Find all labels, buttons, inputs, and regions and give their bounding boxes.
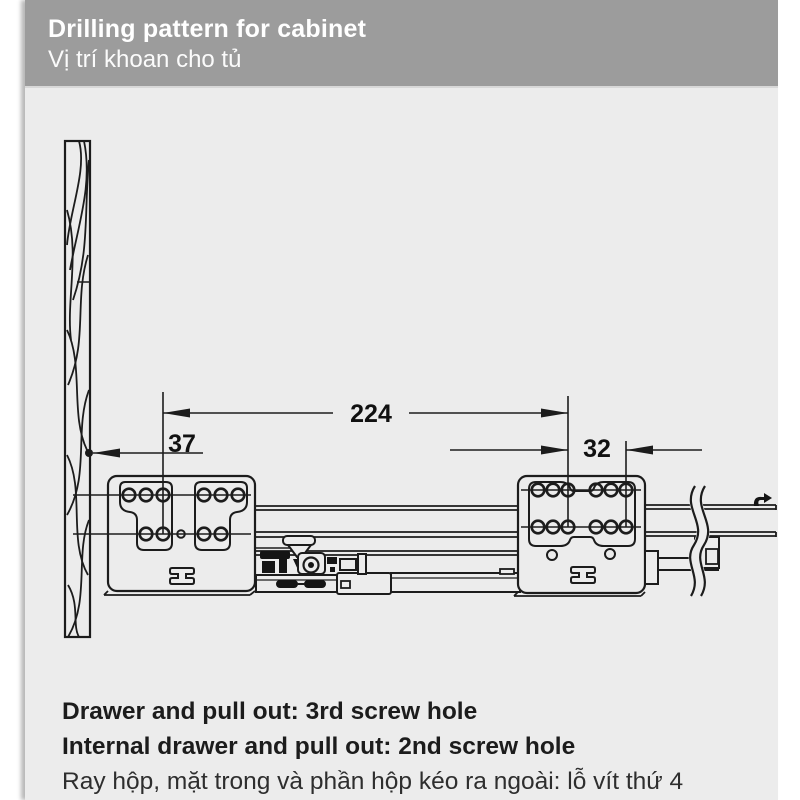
page-title: Drilling pattern for cabinet [48,15,367,43]
legend-line-vi: Ray hộp, mặt trong và phần hộp kéo ra ngoài: lỗ vít thứ 4 [62,768,684,795]
cabinet-side-panel [65,141,90,637]
page-subtitle: Vị trí khoan cho tủ [48,46,242,73]
legend-line-en-2: Internal drawer and pull out: 2nd screw hole [62,733,576,760]
front-bracket [73,476,255,595]
break-line [690,486,708,596]
legend-text [62,694,762,800]
page-header [25,0,778,88]
rail-hook-icon [754,493,772,506]
legend-line-en-1: Drawer and pull out: 3rd screw hole [62,698,478,725]
drilling-pattern-diagram [25,0,778,800]
dim-label-rear-spacing: 32 [583,435,611,463]
catalog-page [25,0,778,800]
dim-label-hole-to-hole: 224 [350,400,392,428]
dim-label-front-offset: 37 [168,430,196,458]
reference-dot [85,449,93,457]
lower-rail-assembly [256,569,520,594]
